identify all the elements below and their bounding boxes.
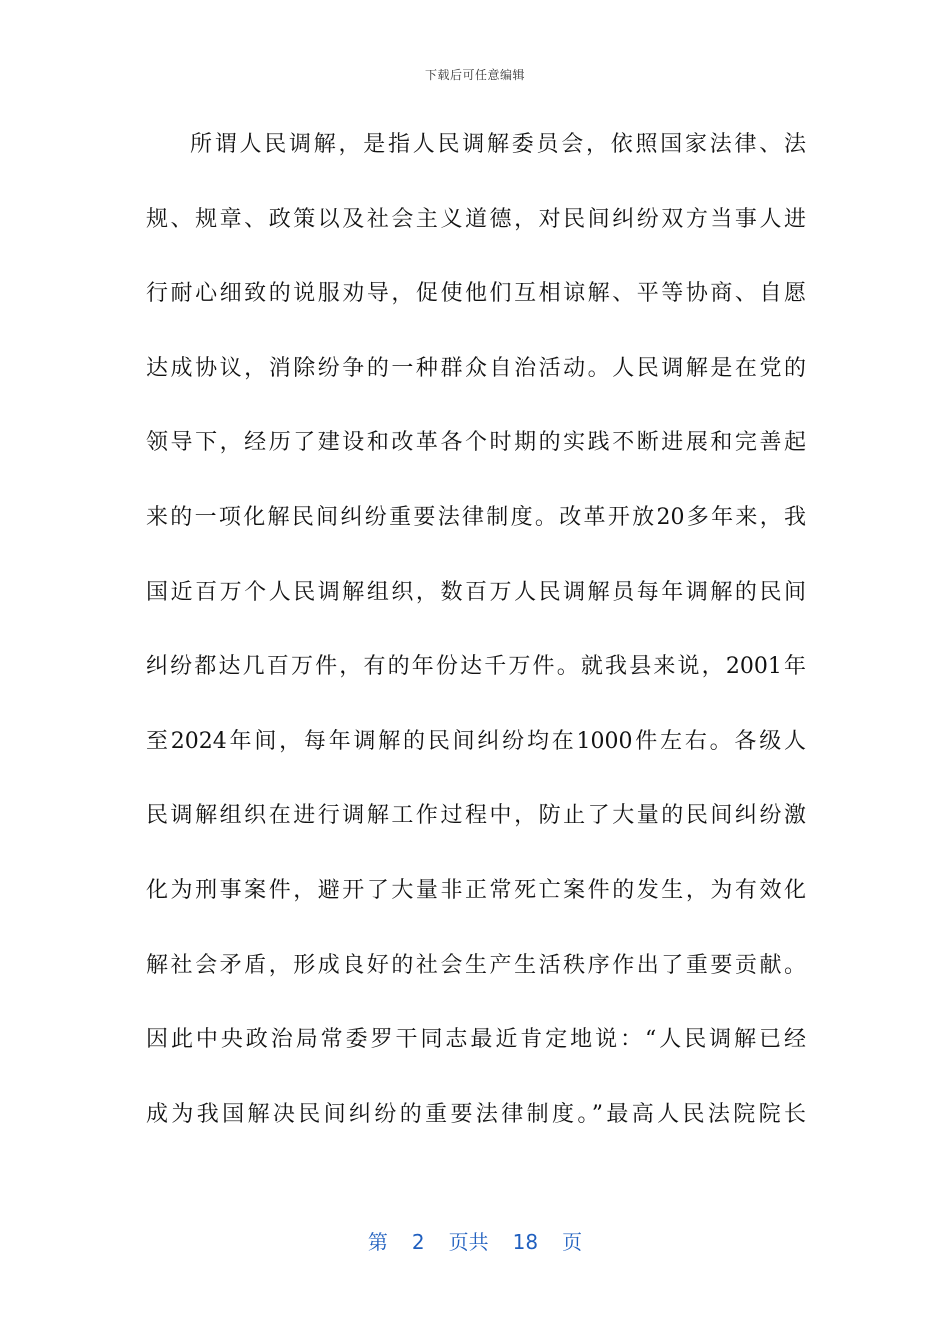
body-line: 国近百万个人民调解组织，数百万人民调解员每年调解的民间 xyxy=(146,579,806,605)
body-line: 解社会矛盾，形成良好的社会生产生活秩序作出了重要贡献。 xyxy=(146,952,806,978)
page-footer xyxy=(0,1226,950,1255)
body-line: 规、规章、政策以及社会主义道德，对民间纠纷双方当事人进 xyxy=(146,206,806,232)
body-line: 化为刑事案件，避开了大量非正常死亡案件的发生，为有效化 xyxy=(146,877,806,903)
body-line: 达成协议，消除纷争的一种群众自治活动。人民调解是在党的 xyxy=(146,355,806,381)
body-line: 行耐心细致的说服劝导，促使他们互相谅解、平等协商、自愿 xyxy=(146,281,806,307)
body-line: 民调解组织在进行调解工作过程中，防止了大量的民间纠纷激 xyxy=(146,803,806,829)
footer-total-pages: 18 xyxy=(512,1230,539,1254)
body-line: 所谓人民调解，是指人民调解委员会，依照国家法律、法 xyxy=(190,132,806,157)
body-line: 来的一项化解民间纠纷重要法律制度。改革开放20多年来，我 xyxy=(146,504,806,530)
body-line: 成为我国解决民间纠纷的重要法律制度。”最高人民法院院长 xyxy=(146,1101,806,1127)
document-body xyxy=(146,108,806,1152)
body-line: 领导下，经历了建设和改革各个时期的实践不断进展和完善起 xyxy=(146,430,806,456)
footer-current-page: 2 xyxy=(411,1230,425,1254)
header-note: 下载后可任意编辑 xyxy=(424,68,525,82)
footer-label-page: 第 xyxy=(367,1230,388,1254)
body-line: 纠纷都达几百万件，有的年份达千万件。就我县来说，2001年 xyxy=(146,654,806,680)
body-line: 因此中央政治局常委罗干同志最近肯定地说：“人民调解已经 xyxy=(146,1027,806,1053)
footer-label-end: 页 xyxy=(562,1230,583,1254)
footer-label-of: 页共 xyxy=(448,1230,489,1254)
body-line: 至2024年间，每年调解的民间纠纷均在1000件左右。各级人 xyxy=(146,728,806,754)
